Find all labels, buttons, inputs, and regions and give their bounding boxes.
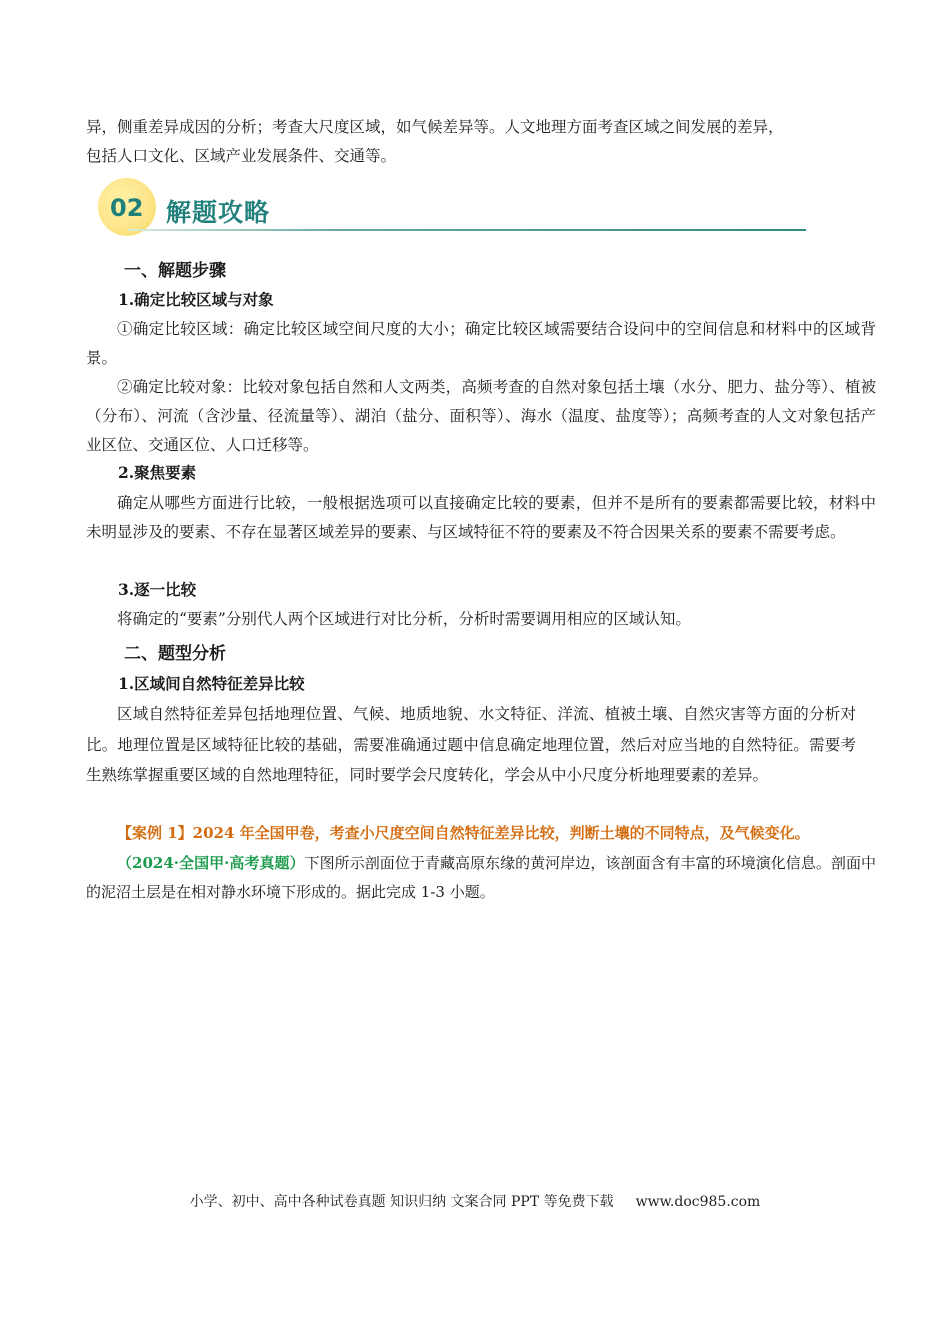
step1-title: 1.确定比较区域与对象 xyxy=(118,290,274,309)
question-source: （2024·全国甲·高考真题） xyxy=(117,854,305,872)
step3-paragraph: 将确定的“要素”分别代人两个区域进行对比分析，分析时需要调用相应的区域认知。 xyxy=(117,610,691,628)
step1-paragraph-1: ①确定比较区域：确定比较区域空间尺度的大小；确定比较区域需要结合设问中的空间信息和材料中的区域背景。 xyxy=(86,320,876,367)
banner-divider xyxy=(128,229,806,231)
question-paragraph xyxy=(86,849,876,907)
page-footer xyxy=(0,1191,950,1211)
case-text: 【案例 1】2024 年全国甲卷，考查小尺度空间自然特征差异比较，判断土壤的不同特点，及气候变化。 xyxy=(117,824,810,842)
step2-title: 2.聚焦要素 xyxy=(118,463,197,482)
banner-title: 解题攻略 xyxy=(166,198,271,227)
section1-heading: 一、解题步骤 xyxy=(124,261,226,281)
footer-url[interactable]: www.doc985.com xyxy=(635,1194,761,1210)
step1-paragraph-2: ②确定比较对象：比较对象包括自然和人文两类，高频考查的自然对象包括土壤（水分、肥力、盐分等）、植被（分布）、河流（含沙量、径流量等）、湖泊（盐分、面积等）、海水（温度、盐度等）；高频考查的人文对象包括产业区位、交通区位、人口迁移等。 xyxy=(86,378,876,454)
step3-title: 3.逐一比较 xyxy=(118,580,197,599)
question-text: 下图所示剖面位于青藏高原东缘的黄河岸边，该剖面含有丰富的环境演化信息。剖面中的泥沼土层是在相对静水环境下形成的。据此完成 1-3 小题。 xyxy=(86,854,876,901)
intro-line-1: 异，侧重差异成因的分析；考查大尺度区域，如气候差异等。人文地理方面考查区域之间发展的差异， xyxy=(86,118,784,136)
section-banner xyxy=(92,176,812,246)
step2-paragraph: 确定从哪些方面进行比较，一般根据选项可以直接确定比较的要素，但并不是所有的要素都需要比较，材料中未明显涉及的要素、不存在显著区域差异的要素、与区域特征不符的要素及不符合因果关系的要素不需要考虑。 xyxy=(86,494,876,541)
banner-number: 02 xyxy=(110,194,144,222)
intro-line-2: 包括人口文化、区域产业发展条件、交通等。 xyxy=(86,147,397,165)
intro-paragraph xyxy=(86,113,876,171)
type1-paragraph: 区域自然特征差异包括地理位置、气候、地质地貌、水文特征、洋流、植被土壤、自然灾害等方面的分析对比。地理位置是区域特征比较的基础，需要准确通过题中信息确定地理位置，然后对应当地的自然特征。需要考生熟练掌握重要区域的自然地理特征，同时要学会尺度转化，学会从中小尺度分析地理要素的差异。 xyxy=(86,705,856,784)
case-line xyxy=(86,819,876,848)
section2-heading: 二、题型分析 xyxy=(124,644,226,664)
footer-text: 小学、初中、高中各种试卷真题 知识归纳 文案合同 PPT 等免费下载 xyxy=(189,1194,614,1210)
type1-title: 1.区域间自然特征差异比较 xyxy=(118,674,305,693)
